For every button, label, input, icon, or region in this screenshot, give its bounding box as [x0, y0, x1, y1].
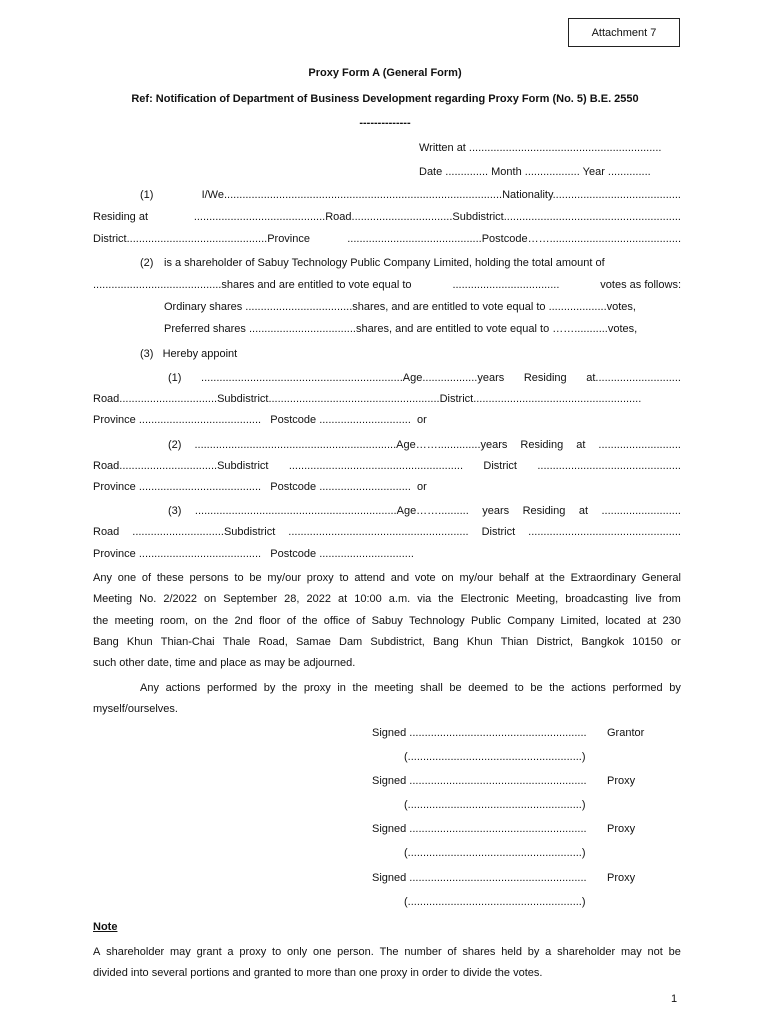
appoint-heading: (3) Hereby appoint — [140, 348, 238, 360]
shareholding-line-number: (2) — [140, 257, 154, 269]
text-segment: Bangkok — [581, 636, 625, 648]
text-segment: a — [227, 946, 234, 958]
text-segment: Meeting, — [515, 593, 559, 605]
text-segment: (1) — [168, 372, 182, 384]
text-segment: a — [545, 946, 552, 958]
proxy-1-signature-field[interactable]: Signed .......................................................... — [372, 775, 587, 787]
text-segment: to — [234, 572, 244, 584]
page-number: 1 — [671, 993, 678, 1005]
text-segment: the — [438, 593, 454, 605]
text-segment: 10150 — [632, 636, 663, 648]
text-segment: only — [286, 946, 308, 958]
proxy-2-role-label: Proxy — [607, 823, 636, 835]
text-segment: District — [481, 526, 516, 538]
text-segment: Any — [140, 682, 159, 694]
text-segment: in — [337, 682, 346, 694]
grantor-name-line[interactable] — [140, 188, 681, 202]
text-segment: number — [404, 946, 442, 958]
text-segment: my/our — [267, 572, 301, 584]
grantor-printed-name-field[interactable]: (.........................................................) — [404, 751, 586, 763]
text-segment: Road................................Subdistrict — [93, 460, 269, 472]
text-segment: the — [549, 572, 565, 584]
date-field[interactable]: Date .............. Month .................. Year .............. — [419, 166, 651, 178]
text-segment: Thale — [222, 636, 251, 648]
grantor-address-line[interactable] — [93, 210, 681, 224]
text-segment: 10:00 — [354, 593, 382, 605]
preferred-shares-line[interactable]: Preferred shares ...................................shares, and are entitled to vote equal to ……...........votes, — [164, 323, 638, 335]
text-segment: ..............................Subdistrict — [132, 526, 276, 538]
text-segment: Limited, — [560, 615, 600, 627]
text-segment: Thian — [500, 636, 529, 648]
text-segment: of — [356, 615, 366, 627]
text-segment: the — [93, 615, 109, 627]
text-segment: September — [223, 593, 278, 605]
text-segment: Bang — [93, 636, 119, 648]
text-segment: ..................................................................Age……..............years — [194, 439, 508, 451]
text-segment: ............................................Postcode……........................................... — [347, 233, 681, 245]
text-segment: the — [549, 682, 565, 694]
proxy-1-province-line[interactable]: Province ........................................ Postcode .............................. or — [93, 414, 427, 426]
text-segment: Company — [507, 615, 555, 627]
written-at-field[interactable]: Written at ............................................................... — [419, 142, 662, 154]
text-segment: on — [441, 572, 454, 584]
text-segment: of — [447, 946, 457, 958]
text-segment: at — [647, 615, 657, 627]
text-segment: by — [263, 682, 276, 694]
text-segment: Public — [470, 615, 501, 627]
text-segment: Khun — [466, 636, 493, 648]
text-segment: ..........................................shares and are entitled to vote equal to — [93, 279, 412, 291]
proxy-3-address-line[interactable] — [93, 525, 681, 539]
text-segment: a.m. — [388, 593, 411, 605]
text-segment: may — [170, 946, 191, 958]
text-segment: Road — [93, 526, 120, 538]
text-segment: ........................................................... — [288, 526, 469, 538]
text-segment: Sabuy — [371, 615, 403, 627]
text-segment: 2nd — [234, 615, 253, 627]
meeting-paragraph-line — [93, 592, 681, 606]
text-segment: on — [194, 615, 207, 627]
text-segment: be — [668, 946, 681, 958]
text-segment: via — [417, 593, 432, 605]
proxy-2-signature-field[interactable]: Signed .......................................................... — [372, 823, 587, 835]
text-segment: ........................... — [598, 439, 681, 451]
text-segment: to — [339, 572, 349, 584]
text-segment: proxy — [303, 682, 331, 694]
text-segment: ..................................................................Age…….......... — [194, 505, 469, 517]
proxy-3-role-label: Proxy — [607, 872, 636, 884]
text-segment: ......................................................... — [288, 460, 464, 472]
text-segment: Samae — [295, 636, 331, 648]
text-segment: one — [117, 572, 137, 584]
meeting-paragraph-line — [93, 571, 681, 585]
text-segment: District..............................................Province — [93, 233, 310, 245]
text-segment: performed — [612, 682, 663, 694]
text-segment: .......................... — [601, 505, 681, 517]
text-segment: 28, — [284, 593, 300, 605]
text-segment: by — [669, 682, 681, 694]
total-shares-line[interactable] — [93, 278, 681, 292]
attachment-label: Attachment 7 — [568, 18, 680, 47]
text-segment: Residing — [520, 439, 564, 451]
text-segment: Subdistrict, — [370, 636, 425, 648]
proxy-2-name-line[interactable] — [168, 438, 681, 452]
text-segment: shall — [420, 682, 443, 694]
text-segment: behalf — [498, 572, 529, 584]
text-segment: Khun — [126, 636, 153, 648]
text-segment: ................................... — [452, 279, 560, 291]
text-segment: floor — [259, 615, 281, 627]
text-segment: Any — [93, 572, 112, 584]
text-segment: Road, — [258, 636, 288, 648]
text-segment: on — [204, 593, 217, 605]
text-segment: shares — [462, 946, 496, 958]
text-segment: to — [272, 946, 282, 958]
text-segment: 230 — [662, 615, 681, 627]
proxy-2-province-line[interactable]: Province ........................................ Postcode .............................. or — [93, 481, 427, 493]
text-segment: Residing — [522, 505, 566, 517]
text-segment: District — [483, 460, 517, 472]
actions-paragraph-line — [140, 681, 681, 695]
text-segment: shareholder — [557, 946, 616, 958]
text-segment: and — [390, 572, 410, 584]
proxy-3-signature-field[interactable]: Signed .......................................................... — [372, 872, 587, 884]
text-segment: room, — [159, 615, 189, 627]
text-segment: Extraordinary — [570, 572, 637, 584]
meeting-paragraph-line — [93, 635, 681, 649]
proxy-2-printed-name-field[interactable]: (.........................................................) — [404, 847, 586, 859]
text-segment: at — [576, 439, 586, 451]
text-segment: persons — [189, 572, 229, 584]
meeting-paragraph-last-line: such other date, time and place as may be adjourned. — [93, 657, 356, 669]
proxy-3-name-line[interactable] — [168, 504, 681, 518]
text-segment: General — [641, 572, 681, 584]
text-segment: ..................................................................Age..................years — [201, 372, 505, 384]
meeting-paragraph-line — [93, 614, 681, 628]
text-segment: performed — [207, 682, 258, 694]
text-segment: 2/2022 — [163, 593, 197, 605]
text-segment: or — [671, 636, 681, 648]
proxy-3-printed-name-field[interactable]: (.........................................................) — [404, 896, 586, 908]
text-segment: I/We...........................................................................................Nationality.......................................... — [201, 189, 681, 201]
text-segment: person. — [337, 946, 374, 958]
actions-paragraph-last-line: myself/ourselves. — [93, 703, 178, 715]
proxy-2-address-line[interactable] — [93, 459, 681, 473]
proxy-1-address-line[interactable]: Road................................Subdistrict........................................................District....................................................... — [93, 393, 642, 405]
ordinary-shares-line[interactable]: Ordinary shares ...................................shares, and are entitled to vote equal to ...................votes, — [164, 301, 636, 313]
text-segment: deemed — [468, 682, 508, 694]
text-segment: proxy — [306, 572, 334, 584]
proxy-3-province-line[interactable]: Province ........................................ Postcode ............................... — [93, 548, 414, 560]
form-reference: Ref: Notification of Department of Business Development regarding Proxy Form (No. 5) B.E. 2550 — [131, 93, 639, 105]
text-segment: (3) — [168, 505, 182, 517]
text-segment: Electronic — [460, 593, 509, 605]
text-segment: meeting — [114, 615, 154, 627]
text-segment: No. — [139, 593, 157, 605]
text-segment: at — [534, 572, 544, 584]
text-segment: (2) — [168, 439, 182, 451]
text-segment: District, — [536, 636, 574, 648]
text-segment: be — [530, 682, 543, 694]
text-segment: 2022 — [306, 593, 331, 605]
text-segment: Technology — [409, 615, 465, 627]
text-segment: of — [286, 615, 296, 627]
shareholding-statement: is a shareholder of Sabuy Technology Public Company Limited, holding the total amount of — [164, 257, 605, 269]
grantor-district-line[interactable] — [93, 232, 681, 246]
text-segment: at — [337, 593, 348, 605]
proxy-1-role-label: Proxy — [607, 775, 636, 787]
text-segment: Residing at — [93, 211, 149, 223]
text-segment: grant — [196, 946, 222, 958]
text-segment: the — [352, 682, 368, 694]
text-segment: live — [635, 593, 652, 605]
proxy-1-printed-name-field[interactable]: (.........................................................) — [404, 799, 586, 811]
text-segment: ...........................................Road.................................Subdistrict.......................................................... — [193, 211, 681, 223]
text-segment: may — [620, 946, 642, 958]
form-title: Proxy Form A (General Form) — [308, 67, 462, 79]
text-segment: be — [449, 682, 462, 694]
text-segment: at............................ — [586, 372, 681, 384]
text-segment: located — [605, 615, 641, 627]
proxy-1-name-line[interactable] — [168, 371, 681, 385]
text-segment: not — [647, 946, 663, 958]
text-segment: actions — [165, 682, 201, 694]
text-segment: these — [156, 572, 184, 584]
text-segment: A — [93, 946, 101, 958]
note-text-line — [93, 945, 681, 959]
text-segment: Dam — [339, 636, 363, 648]
text-segment: my/our — [459, 572, 494, 584]
text-segment: from — [658, 593, 681, 605]
grantor-role-label: Grantor — [607, 727, 645, 739]
text-segment: proxy — [239, 946, 267, 958]
text-segment: the — [281, 682, 298, 694]
title-divider: -------------- — [359, 117, 411, 129]
text-segment: Bang — [433, 636, 459, 648]
text-segment: to — [514, 682, 524, 694]
text-segment: one — [312, 946, 332, 958]
text-segment: votes as follows: — [600, 279, 681, 291]
text-segment: at — [578, 505, 589, 517]
text-segment: of — [141, 572, 152, 584]
note-heading: Note — [93, 921, 118, 933]
text-segment: (1) — [140, 189, 154, 201]
text-segment: broadcasting — [565, 593, 629, 605]
text-segment: ............................................... — [537, 460, 681, 472]
note-text-last-line: divided into several portions and granted to more than one proxy in order to divide the votes. — [93, 967, 543, 979]
text-segment: .................................................. — [528, 526, 681, 538]
text-segment: Residing — [523, 372, 567, 384]
text-segment: the — [302, 615, 318, 627]
text-segment: be — [249, 572, 262, 584]
text-segment: Meeting — [93, 593, 133, 605]
text-segment: actions — [571, 682, 606, 694]
text-segment: vote — [414, 572, 436, 584]
text-segment: shareholder — [106, 946, 165, 958]
text-segment: by — [527, 946, 540, 958]
text-segment: held — [501, 946, 522, 958]
text-segment: office — [323, 615, 350, 627]
grantor-signature-field[interactable]: Signed .......................................................... — [372, 727, 587, 739]
text-segment: The — [379, 946, 399, 958]
text-segment: Thian-Chai — [160, 636, 215, 648]
text-segment: the — [212, 615, 229, 627]
text-segment: attend — [354, 572, 385, 584]
text-segment: meeting — [374, 682, 414, 694]
text-segment: years — [482, 505, 510, 517]
